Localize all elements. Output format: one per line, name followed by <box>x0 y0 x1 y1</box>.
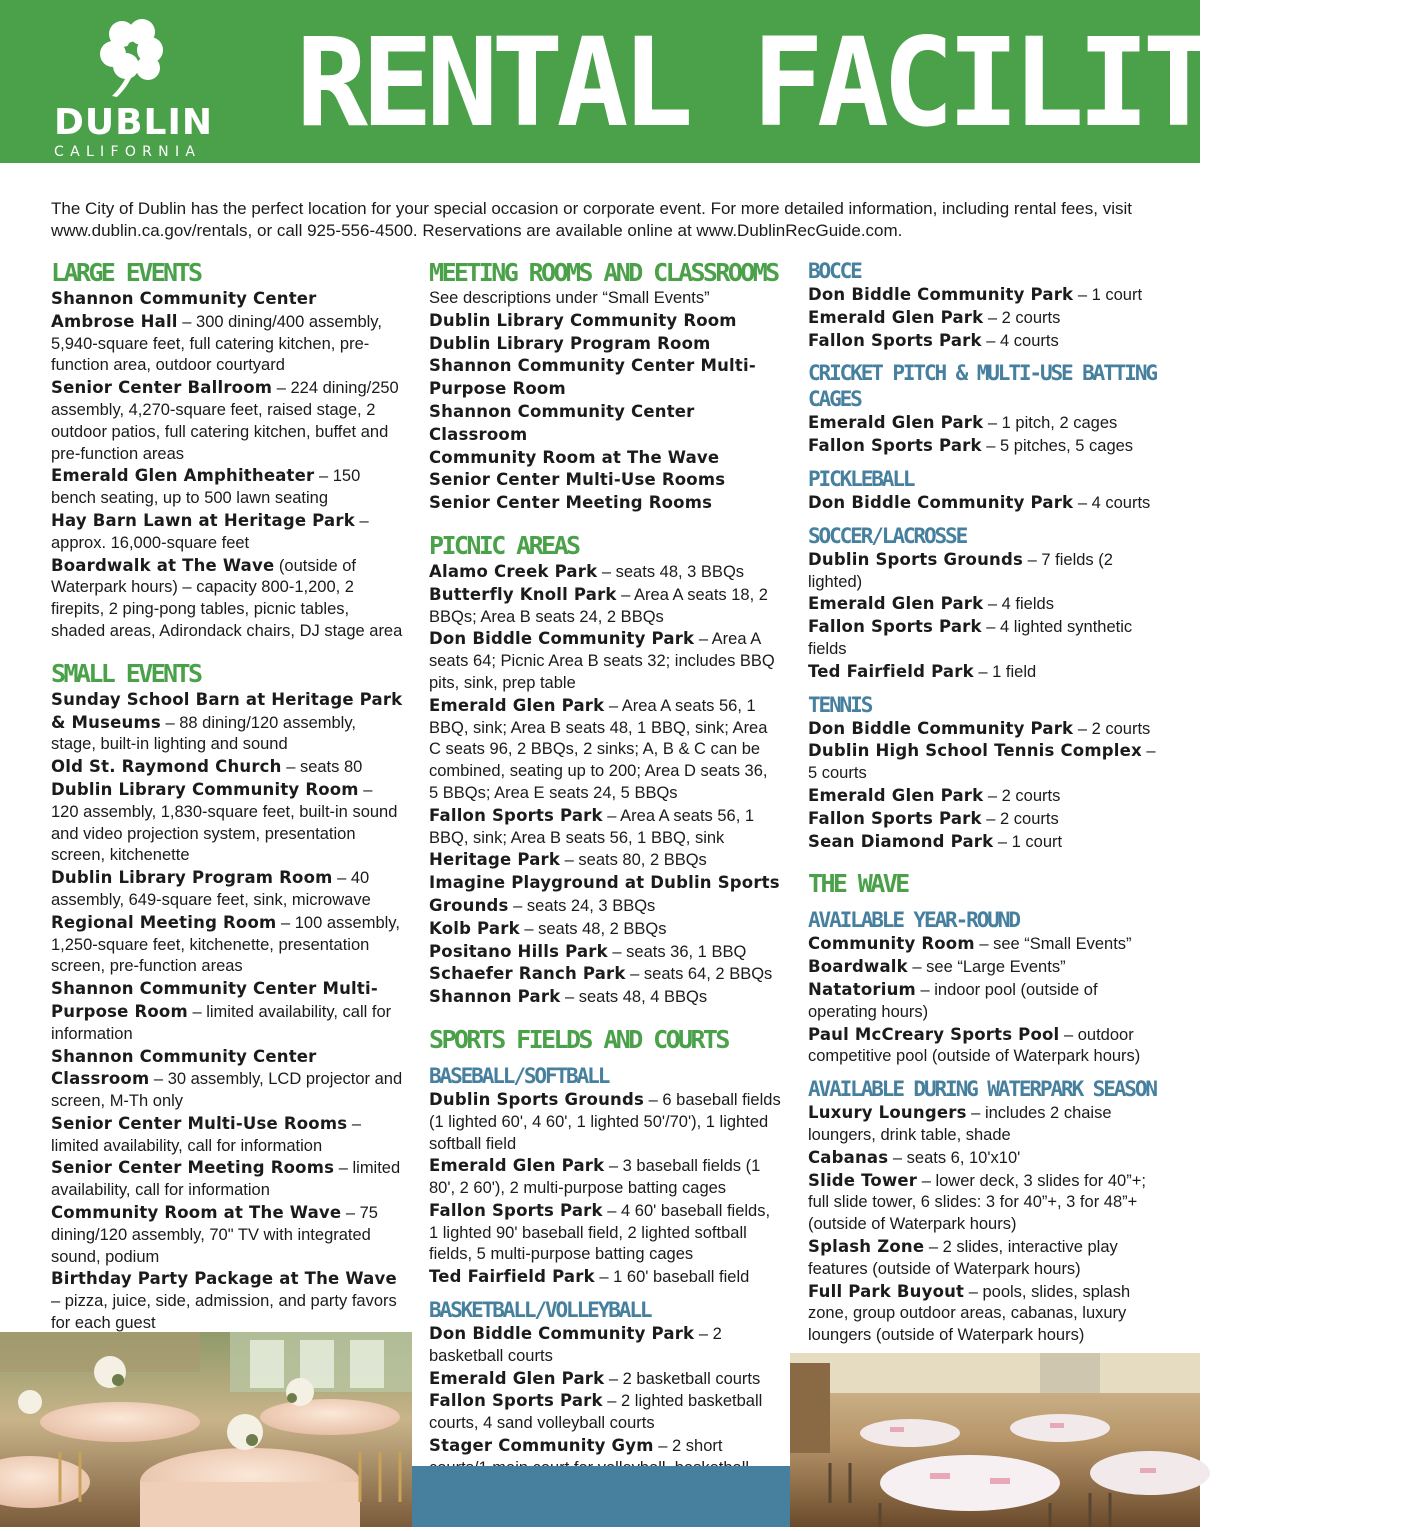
facility-name: Don Biddle Community Park <box>808 492 1074 512</box>
list-item <box>808 831 1160 854</box>
list-item <box>429 1323 781 1368</box>
facility-description: – 4 courts <box>981 331 1059 350</box>
list-item <box>429 447 781 470</box>
facility-name: Splash Zone <box>808 1236 925 1256</box>
facility-name: Emerald Glen Park <box>808 785 984 805</box>
facility-name: Community Room <box>808 934 975 954</box>
list-item <box>808 740 1160 785</box>
tennis-list <box>808 718 1160 854</box>
facility-description: – pools, slides, splash zone, group outdoor areas, cabanas, luxury loungers (outside of Waterpark hours) <box>808 1282 1131 1345</box>
facility-description: (outside of Waterpark hours) – capacity 800-1,200, 2 firepits, 2 ping-pong tables, picnic tables, shaded areas, Adirondack chairs, DJ stage area <box>51 556 403 640</box>
facility-description: – seats 48, 3 BBQs <box>597 562 745 581</box>
facility-description: – seats 48, 4 BBQs <box>560 988 708 1007</box>
facility-description: – seats 64, 2 BBQs <box>625 965 773 984</box>
facility-name: Dublin Library Program Room <box>51 868 333 888</box>
cricket-list <box>808 412 1160 458</box>
facility-name: Senior Center Ballroom <box>51 378 273 398</box>
facility-description: – 2 lighted basketball courts, 4 sand volleyball courts <box>429 1392 763 1433</box>
facility-name: Emerald Glen Park <box>808 594 984 614</box>
facility-description: – 2 courts <box>983 308 1061 327</box>
column-right <box>808 258 1160 1347</box>
facility-name: Fallon Sports Park <box>429 1391 603 1411</box>
cricket-heading: CRICKET PITCH & MULTI-USE BATTING CAGES <box>808 361 1156 412</box>
facility-name: Senior Center Multi-Use Rooms <box>429 470 726 490</box>
facility-description: – 2 courts <box>983 786 1061 805</box>
list-item <box>429 849 781 872</box>
large-events-list <box>51 311 403 643</box>
list-item <box>808 284 1160 307</box>
facility-description: – 2 courts <box>1073 719 1151 738</box>
facility-description: – 4 fields <box>983 595 1054 614</box>
list-item <box>51 1113 403 1158</box>
list-item <box>429 401 781 447</box>
facility-name: Shannon Community Center Multi-Purpose Room <box>51 979 378 1021</box>
facility-name: Emerald Glen Amphitheater <box>51 466 315 486</box>
facility-description: – Area A seats 56, 1 BBQ, sink; Area B seats 48, 1 BBQ, sink; Area C seats 96, 2 BBQs, 2 sinks; A, B & C can be combined, seating up to 200; Area D seats 36, 5 BBQs; Area E seats 24, 5 BBQs <box>429 696 768 802</box>
baseball-list <box>429 1089 781 1289</box>
facility-description: – 30 assembly, LCD projector and screen, M-Th only <box>51 1070 403 1111</box>
list-item <box>808 1236 1160 1281</box>
facility-description: – limited availability, call for information <box>51 1002 392 1043</box>
list-item <box>808 718 1160 741</box>
facility-name: Kolb Park <box>429 918 520 938</box>
facility-description: – 100 assembly, 1,250-square feet, kitchenette, presentation screen, pre-function areas <box>51 913 400 976</box>
facility-name: Don Biddle Community Park <box>429 1324 695 1344</box>
facility-description: – outdoor competitive pool (outside of Waterpark hours) <box>808 1025 1141 1066</box>
list-item <box>51 465 403 510</box>
facility-description: – 2 slides, interactive play features (outside of Waterpark hours) <box>808 1237 1118 1278</box>
facility-description: – 1 court <box>993 832 1063 851</box>
list-item <box>51 912 403 978</box>
facility-description: – lower deck, 3 slides for 40”+; full slide tower, 6 slides: 3 for 40”+, 3 for 48”+ (outside of Waterpark hours) <box>808 1171 1146 1234</box>
facility-name: Dublin High School Tennis Complex <box>808 741 1142 761</box>
facility-name: Ted Fairfield Park <box>808 661 974 681</box>
list-item <box>429 492 781 515</box>
facility-name: Paul McCreary Sports Pool <box>808 1024 1060 1044</box>
facility-description: – 300 dining/400 assembly, 5,940-square feet, full catering kitchen, pre-function area, outdoor courtyard <box>51 312 382 375</box>
list-item <box>808 1102 1160 1147</box>
list-item <box>51 1046 403 1113</box>
baseball-heading: BASEBALL/SOFTBALL <box>429 1063 609 1088</box>
list-item <box>51 311 403 377</box>
list-item <box>51 1268 403 1334</box>
facility-description: – 150 bench seating, up to 500 lawn seating <box>51 467 361 508</box>
list-item <box>429 986 781 1009</box>
facility-name: Dublin Sports Grounds <box>429 1089 645 1109</box>
logo-subtitle: CALIFORNIA <box>54 144 202 160</box>
facility-description: – seats 80 <box>281 758 363 777</box>
facility-name: Positano Hills Park <box>429 941 608 961</box>
facility-description: – Area A seats 56, 1 BBQ, sink; Area B seats 56, 1 BBQ, sink <box>429 806 755 847</box>
facility-description: – 4 courts <box>1073 493 1151 512</box>
facility-name: Old St. Raymond Church <box>51 757 282 777</box>
facility-name: Fallon Sports Park <box>429 805 603 825</box>
column-left <box>51 258 403 1335</box>
list-item <box>808 593 1160 616</box>
list-item <box>51 1202 403 1268</box>
facility-description: – seats 36, 1 BBQ <box>607 942 747 961</box>
list-item <box>429 310 781 333</box>
facility-name: Fallon Sports Park <box>808 436 982 456</box>
basketball-heading: BASKETBALL/VOLLEYBALL <box>429 1298 651 1323</box>
facility-description: – Area A seats 64; Picnic Area B seats 32; includes BBQ pits, sink, prep table <box>429 630 775 692</box>
facility-name: Community Room at The Wave <box>51 1203 342 1223</box>
meeting-rooms-list <box>429 310 781 515</box>
list-item <box>808 1281 1160 1347</box>
list-item <box>429 872 781 918</box>
facility-name: Don Biddle Community Park <box>429 629 695 649</box>
facility-description: – 1 60' baseball field <box>594 1268 750 1287</box>
facility-name: Alamo Creek Park <box>429 561 598 581</box>
waterpark-season-heading: AVAILABLE DURING WATERPARK SEASON <box>808 1077 1156 1102</box>
facility-description: – 1 court <box>1073 286 1143 304</box>
footer-bar <box>412 1466 790 1527</box>
list-item <box>429 584 781 629</box>
facility-name: Boardwalk at The Wave <box>51 555 275 575</box>
soccer-heading: SOCCER/LACROSSE <box>808 523 967 548</box>
list-item <box>808 785 1160 808</box>
facility-name: Dublin Sports Grounds <box>808 549 1024 569</box>
facility-description: – see “Small Events” <box>974 935 1132 954</box>
facility-name: Don Biddle Community Park <box>808 285 1074 304</box>
facility-description: – limited availability, call for information <box>51 1114 362 1155</box>
facility-name: Cabanas <box>808 1147 889 1167</box>
facility-name: Natatorium <box>808 979 916 999</box>
list-item <box>429 355 781 401</box>
list-item <box>429 1155 781 1200</box>
facility-description: – seats 80, 2 BBQs <box>560 851 707 870</box>
facility-name: Emerald Glen Park <box>808 307 984 327</box>
waterpark-season-list <box>808 1102 1160 1347</box>
facility-name: Senior Center Multi-Use Rooms <box>51 1113 348 1133</box>
list-item <box>429 1390 781 1435</box>
facility-description: – 2 basketball courts <box>604 1369 761 1388</box>
facility-name: Community Room at The Wave <box>429 447 720 467</box>
list-item <box>808 330 1160 353</box>
facility-description: – 2 courts <box>981 809 1059 828</box>
facility-description: – Area A seats 18, 2 BBQs; Area B seats 24, 2 BBQs <box>429 585 768 626</box>
facility-name: Fallon Sports Park <box>808 330 982 350</box>
facility-description: – 6 baseball fields (1 lighted 60', 4 60', 1 lighted 50'/70'), 1 lighted softball field <box>429 1090 781 1153</box>
facility-description: – pizza, juice, side, admission, and party favors for each guest <box>51 1292 397 1333</box>
list-item <box>51 867 403 912</box>
list-item <box>51 779 403 867</box>
facility-name: Stager Community Gym <box>429 1436 654 1456</box>
facility-name: Hay Barn Lawn at Heritage Park <box>51 510 355 530</box>
soccer-list <box>808 549 1160 684</box>
large-events-heading: LARGE EVENTS <box>51 258 201 287</box>
list-item <box>429 1089 781 1155</box>
picnic-areas-heading: PICNIC AREAS <box>429 530 579 560</box>
facility-name: Boardwalk <box>808 957 908 977</box>
list-item <box>808 808 1160 831</box>
facility-name: Emerald Glen Park <box>429 1368 605 1388</box>
header-banner <box>0 0 1403 163</box>
list-item <box>429 695 781 805</box>
page-title: RENTAL FACILITIES <box>296 12 1403 154</box>
list-item <box>51 689 403 756</box>
logo-name: DUBLIN <box>54 102 214 143</box>
year-round-heading: AVAILABLE YEAR-ROUND <box>808 908 1019 933</box>
list-item <box>808 1024 1160 1069</box>
facility-name: Shannon Community Center Multi-Purpose Room <box>429 356 756 399</box>
facility-description: – 120 assembly, 1,830-square feet, built-in sound and video projection system, presentation screen, kitchenette <box>51 780 398 865</box>
list-item <box>51 377 403 465</box>
list-item <box>808 307 1160 330</box>
list-item <box>429 1200 781 1266</box>
list-item <box>808 933 1160 956</box>
list-item <box>429 941 781 964</box>
list-item <box>429 561 781 584</box>
facility-name: Schaefer Ranch Park <box>429 964 626 984</box>
list-item <box>51 1157 403 1202</box>
facility-description: – 1 pitch, 2 cages <box>983 414 1118 433</box>
picnic-areas-list <box>429 561 781 1009</box>
list-item <box>429 1266 781 1289</box>
list-item <box>51 978 403 1045</box>
facility-description: – see “Large Events” <box>907 958 1066 977</box>
list-item <box>429 963 781 986</box>
facility-name: Fallon Sports Park <box>808 617 982 637</box>
list-item <box>51 555 403 643</box>
facility-name: Emerald Glen Park <box>429 695 605 715</box>
facility-description: – 224 dining/250 assembly, 4,270-square feet, raised stage, 2 outdoor patios, full catering kitchen, buffet and pre-function areas <box>51 379 399 463</box>
banquet-photo-right <box>790 1353 1200 1527</box>
facility-name: Ted Fairfield Park <box>429 1267 595 1287</box>
small-events-list <box>51 689 403 1335</box>
facility-description: – limited availability, call for information <box>51 1159 401 1200</box>
facility-name: Shannon Community Center Classroom <box>51 1046 317 1089</box>
intro-paragraph: The City of Dublin has the perfect location for your special occasion or corporate event. For more detailed information, including rental fees, visit www.dublin.ca.gov/rentals, or call 925-556-4500. Reservations are available online at www.DublinRecGuide.com. <box>51 199 1132 240</box>
facility-description: – seats 6, 10'x10' <box>888 1148 1021 1167</box>
facility-name: Imagine Playground at Dublin Sports Grounds <box>429 873 780 915</box>
facility-description: – seats 48, 2 BBQs <box>519 919 667 938</box>
facility-name: Shannon Community Center Classroom <box>429 401 695 444</box>
facility-description: – 4 lighted synthetic fields <box>808 618 1133 658</box>
list-item <box>429 469 781 492</box>
facility-name: Slide Tower <box>808 1170 918 1190</box>
pickleball-heading: PICKLEBALL <box>808 466 914 491</box>
facility-description: – 4 60' baseball fields, 1 lighted 90' baseball field, 2 lighted softball fields, 5 multi-purpose batting cages <box>429 1201 771 1264</box>
dublin-logo <box>52 14 217 160</box>
facility-name: Don Biddle Community Park <box>808 718 1074 738</box>
list-item <box>808 435 1160 458</box>
small-events-heading: SMALL EVENTS <box>51 658 201 688</box>
facility-description: – 5 pitches, 5 cages <box>981 437 1134 456</box>
list-item <box>429 918 781 941</box>
list-item <box>808 1170 1160 1236</box>
meeting-rooms-heading: MEETING ROOMS AND CLASSROOMS <box>429 258 778 287</box>
facility-description: – 88 dining/120 assembly, stage, built-in lighting and sound <box>51 713 356 754</box>
list-item <box>808 616 1160 661</box>
shamrock-icon <box>98 16 172 98</box>
facility-description: – approx. 16,000-square feet <box>51 511 369 552</box>
facility-description: – 2 short <box>658 1437 723 1456</box>
large-events-group-label: Shannon Community Center <box>51 289 317 308</box>
sports-heading: SPORTS FIELDS AND COURTS <box>429 1024 728 1054</box>
pickleball-list <box>808 492 1160 515</box>
bocce-list <box>808 284 1160 352</box>
facility-name: Dublin Library Community Room <box>51 779 359 799</box>
facility-description: – 5 courts <box>808 742 1156 783</box>
facility-name: Shannon Park <box>429 987 561 1007</box>
list-item <box>808 492 1160 515</box>
facility-name: Luxury Loungers <box>808 1103 967 1123</box>
facility-name: Heritage Park <box>429 850 561 870</box>
list-item <box>808 956 1160 979</box>
facility-description: – indoor pool (outside of operating hours) <box>808 980 1098 1021</box>
facility-name: Dublin Library Program Room <box>429 333 711 353</box>
list-item <box>808 661 1160 684</box>
facility-description: – 1 field <box>973 662 1037 681</box>
facility-name: Birthday Party Package at The Wave <box>51 1269 397 1289</box>
list-item <box>429 805 781 850</box>
facility-name: Butterfly Knoll Park <box>429 584 617 604</box>
list-item <box>808 412 1160 435</box>
tennis-heading: TENNIS <box>808 692 872 717</box>
facility-description: – 7 fields (2 lighted) <box>808 550 1113 591</box>
list-item <box>51 756 403 779</box>
list-item <box>429 333 781 356</box>
facility-name: Regional Meeting Room <box>51 912 277 932</box>
facility-name: Fallon Sports Park <box>808 808 982 828</box>
facility-description: – 75 dining/120 assembly, 70" TV with integrated sound, podium <box>51 1204 378 1266</box>
banquet-photo-left <box>0 1332 412 1527</box>
meeting-rooms-note: See descriptions under “Small Events” <box>429 289 710 307</box>
bocce-heading: BOCCE <box>808 259 861 283</box>
facility-name: Sunday School Barn at Heritage Park & Museums <box>51 689 403 732</box>
facility-name: Emerald Glen Park <box>808 413 984 433</box>
facility-name: Senior Center Meeting Rooms <box>429 493 713 513</box>
facility-description: – includes 2 chaise loungers, drink table, shade <box>808 1104 1112 1144</box>
facility-name: Sean Diamond Park <box>808 831 994 851</box>
facility-description: – 40 assembly, 649-square feet, sink, microwave <box>51 869 371 909</box>
the-wave-heading: THE WAVE <box>808 869 908 899</box>
list-item <box>429 1368 781 1391</box>
list-item <box>51 510 403 555</box>
facility-name: Emerald Glen Park <box>429 1156 605 1176</box>
facility-description: – 3 baseball fields (1 80', 2 60'), 2 multi-purpose batting cages <box>429 1157 761 1198</box>
facility-name: Full Park Buyout <box>808 1281 965 1301</box>
facility-description: – 2 basketball courts <box>429 1325 722 1365</box>
facility-name: Senior Center Meeting Rooms <box>51 1158 335 1178</box>
facility-name: Dublin Library Community Room <box>429 310 737 330</box>
list-item <box>808 1147 1160 1170</box>
facility-name: Ambrose Hall <box>51 311 178 331</box>
list-item <box>429 628 781 694</box>
column-middle <box>429 258 781 1501</box>
year-round-list <box>808 933 1160 1068</box>
facility-description: – seats 24, 3 BBQs <box>508 896 656 915</box>
list-item <box>808 979 1160 1024</box>
facility-name: Fallon Sports Park <box>429 1200 603 1220</box>
list-item <box>808 549 1160 594</box>
